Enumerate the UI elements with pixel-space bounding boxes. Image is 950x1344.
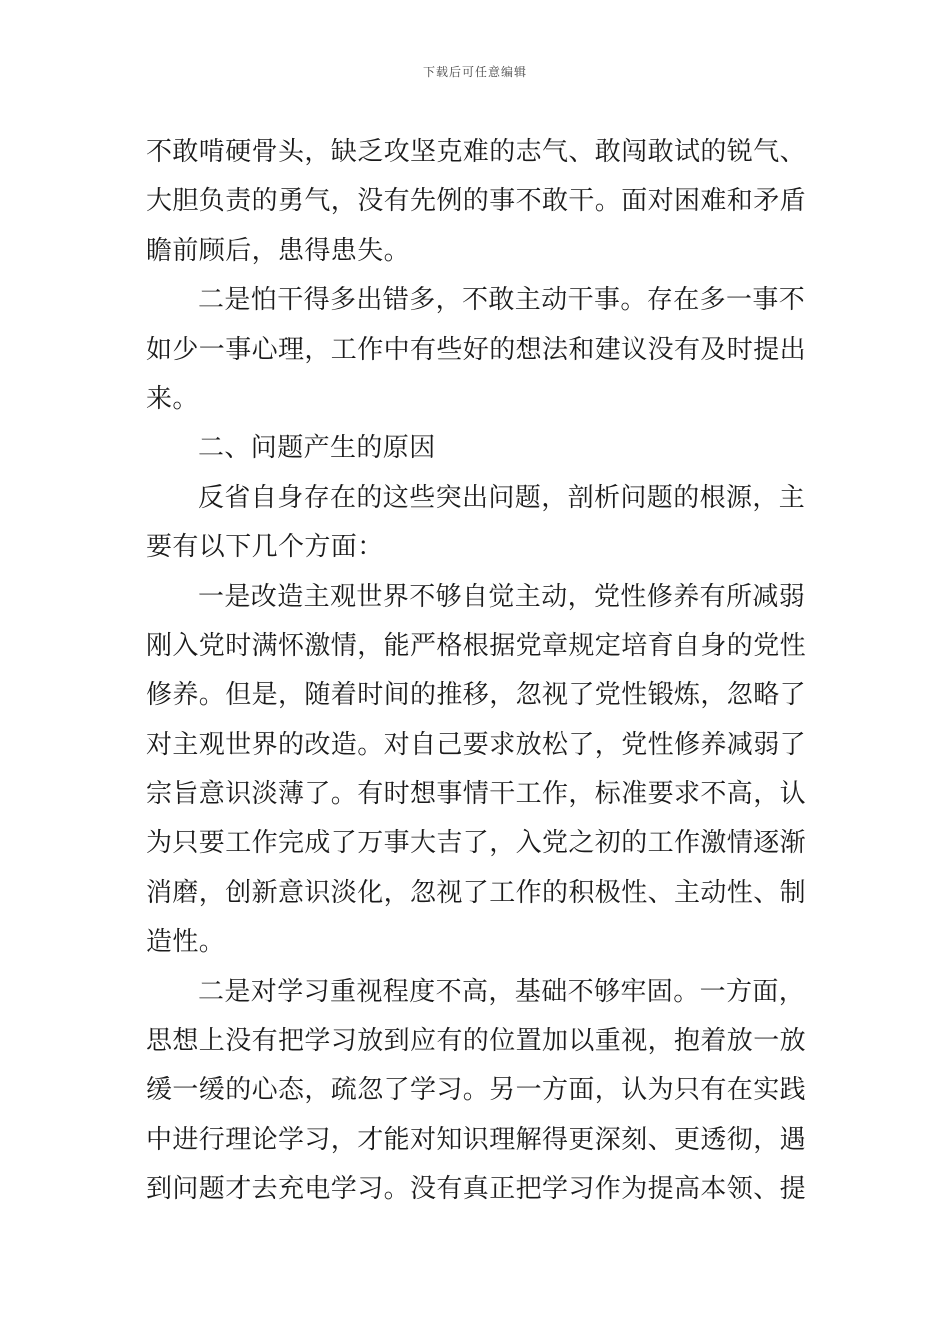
page-header-note: 下载后可任意编辑 [422,65,527,79]
section-heading: 二、问题产生的原因 [198,433,436,464]
text-line: 对主观世界的改造。对自己要求放松了，党性修养减弱了 [146,729,807,760]
text-line: 瞻前顾后，患得患失。 [146,235,411,266]
document-body [146,128,810,1215]
text-line: 为只要工作完成了万事大吉了，入党之初的工作激情逐渐 [146,828,807,859]
text-line: 刚入党时满怀激情，能严格根据党章规定培育自身的党性 [146,630,807,661]
text-line: 思想上没有把学习放到应有的位置加以重视，抱着放一放 [146,1026,807,1057]
text-line: 到问题才去充电学习。没有真正把学习作为提高本领、提 [146,1174,807,1205]
text-line: 二是对学习重视程度不高，基础不够牢固。一方面， [198,976,806,1007]
text-line: 大胆负责的勇气，没有先例的事不敢干。面对困难和矛盾 [146,186,807,217]
text-line: 如少一事心理，工作中有些好的想法和建议没有及时提出 [146,334,807,365]
text-line: 不敢啃硬骨头，缺乏攻坚克难的志气、敢闯敢试的锐气、 [146,137,807,167]
text-line: 中进行理论学习，才能对知识理解得更深刻、更透彻，遇 [146,1124,807,1155]
text-line: 缓一缓的心态，疏忽了学习。另一方面，认为只有在实践 [146,1075,807,1106]
text-line: 来。 [146,383,199,414]
text-line: 造性。 [146,927,226,958]
text-line: 宗旨意识淡薄了。有时想事情干工作，标准要求不高，认 [146,779,807,810]
text-line: 二是怕干得多出错多，不敢主动干事。存在多一事不 [198,285,806,316]
text-line: 消磨，创新意识淡化，忽视了工作的积极性、主动性、制 [146,877,807,908]
text-line: 要有以下几个方面： [146,532,384,563]
text-line: 一是改造主观世界不够自觉主动，党性修养有所减弱 [198,581,806,612]
text-line: 修养。但是，随着时间的推移，忽视了党性锻炼，忽略了 [146,680,807,711]
text-line: 反省自身存在的这些突出问题，剖析问题的根源，主 [198,482,806,513]
